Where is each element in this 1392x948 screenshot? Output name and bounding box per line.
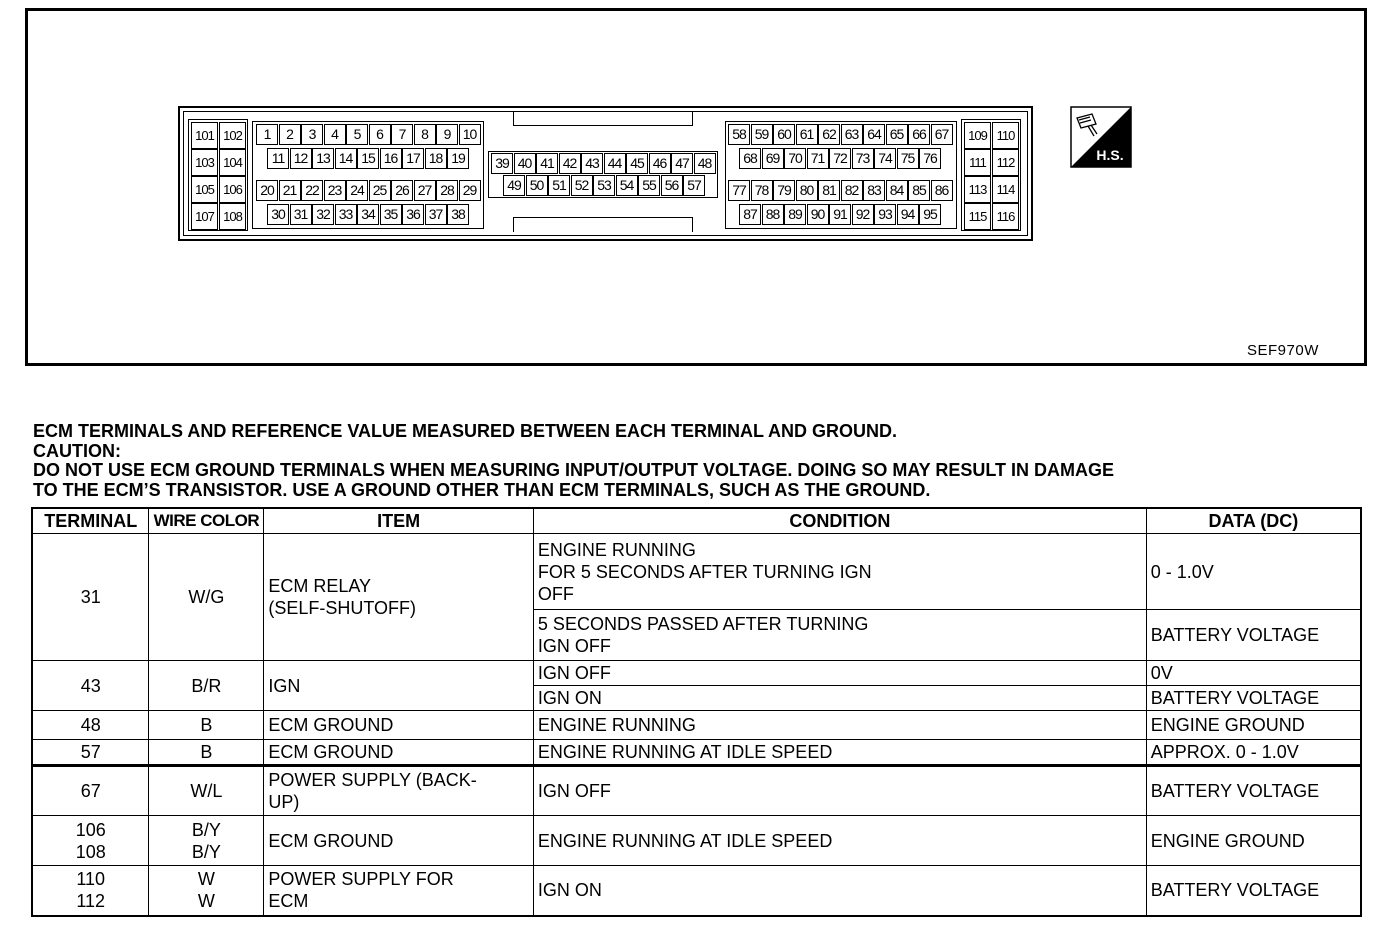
terminal-cell: 48 <box>32 711 149 740</box>
data-cell: 0 - 1.0V <box>1146 534 1361 610</box>
terminal-pin: 42 <box>559 153 581 174</box>
ecm-terminal-table <box>31 507 1362 917</box>
terminal-pin: 87 <box>739 204 761 225</box>
harness-side-icon <box>1070 106 1132 168</box>
hs-label: H.S. <box>1096 147 1124 163</box>
terminal-pin: 50 <box>526 175 548 196</box>
table-row <box>32 740 1361 766</box>
terminal-pin: 64 <box>863 124 885 145</box>
terminal-pin: 62 <box>818 124 840 145</box>
terminal-pin: 86 <box>931 180 953 201</box>
terminal-pin: 90 <box>807 204 829 225</box>
terminal-pin: 3 <box>301 124 323 145</box>
terminal-pin: 16 <box>380 148 402 169</box>
header-wire-color: WIRE COLOR <box>149 508 264 534</box>
terminal-cell: 110 112 <box>32 866 149 916</box>
terminal-pin: 81 <box>818 180 840 201</box>
terminal-pin: 13 <box>312 148 334 169</box>
terminal-pin: 7 <box>391 124 413 145</box>
caution-text-1: DO NOT USE ECM GROUND TERMINALS WHEN MEASURING INPUT/OUTPUT VOLTAGE. DOING SO MAY RESULT IN DAMAGE <box>33 460 1115 480</box>
terminal-pin: 48 <box>694 153 716 174</box>
terminal-pin: 107 <box>191 203 218 230</box>
item-cell: POWER SUPPLY FOR ECM <box>264 866 534 916</box>
terminal-pin: 85 <box>908 180 930 201</box>
data-cell: APPROX. 0 - 1.0V <box>1146 740 1361 766</box>
condition-cell: ENGINE RUNNING <box>533 711 1146 740</box>
terminal-pin: 21 <box>279 180 301 201</box>
condition-cell: IGN ON <box>533 866 1146 916</box>
header-condition: CONDITION <box>533 508 1146 534</box>
terminal-pin: 49 <box>503 175 525 196</box>
terminal-pin: 52 <box>571 175 593 196</box>
terminal-pin: 102 <box>219 122 246 149</box>
terminal-pin: 61 <box>796 124 818 145</box>
terminal-pin: 39 <box>491 153 513 174</box>
terminal-pin: 80 <box>796 180 818 201</box>
terminal-pin: 30 <box>267 204 289 225</box>
terminal-pin: 116 <box>992 203 1019 230</box>
terminal-pin: 35 <box>380 204 402 225</box>
terminal-pin: 58 <box>728 124 750 145</box>
caution-text-2: TO THE ECM’S TRANSISTOR. USE A GROUND OTHER THAN ECM TERMINALS, SUCH AS THE GROUND. <box>33 480 931 500</box>
terminal-pin: 89 <box>784 204 806 225</box>
terminal-pin: 22 <box>301 180 323 201</box>
terminal-pin: 68 <box>739 148 761 169</box>
terminal-pin: 69 <box>762 148 784 169</box>
condition-cell: IGN OFF <box>533 661 1146 686</box>
terminal-pin: 47 <box>671 153 693 174</box>
item-cell: ECM GROUND <box>264 711 534 740</box>
wire-color-cell: B <box>149 740 264 766</box>
terminal-pin: 43 <box>581 153 603 174</box>
terminal-pin: 15 <box>357 148 379 169</box>
terminal-pin: 115 <box>964 203 991 230</box>
terminal-pin: 59 <box>751 124 773 145</box>
terminal-pin: 38 <box>447 204 469 225</box>
terminal-pin: 24 <box>346 180 368 201</box>
terminal-pin: 53 <box>593 175 615 196</box>
terminal-pin: 26 <box>391 180 413 201</box>
connector-key-top <box>513 111 693 126</box>
terminal-pin: 1 <box>256 124 278 145</box>
terminal-pin: 41 <box>536 153 558 174</box>
terminal-pin: 14 <box>335 148 357 169</box>
terminal-pin: 60 <box>773 124 795 145</box>
terminal-pin: 20 <box>256 180 278 201</box>
header-item: ITEM <box>264 508 534 534</box>
data-cell: BATTERY VOLTAGE <box>1146 866 1361 916</box>
condition-cell: IGN ON <box>533 686 1146 711</box>
terminal-pin: 36 <box>402 204 424 225</box>
terminal-pin: 111 <box>964 149 991 176</box>
terminal-pin: 93 <box>874 204 896 225</box>
terminal-pin: 40 <box>514 153 536 174</box>
terminal-pin: 71 <box>807 148 829 169</box>
wire-color-cell: W/G <box>149 534 264 661</box>
condition-cell: ENGINE RUNNING FOR 5 SECONDS AFTER TURNING IGN OFF <box>533 534 1146 610</box>
terminal-pin: 10 <box>459 124 481 145</box>
wire-color-cell: B <box>149 711 264 740</box>
terminal-pin: 82 <box>841 180 863 201</box>
terminal-pin: 84 <box>886 180 908 201</box>
terminal-pin: 12 <box>290 148 312 169</box>
terminal-cell: 43 <box>32 661 149 711</box>
data-cell: BATTERY VOLTAGE <box>1146 686 1361 711</box>
terminal-pin: 18 <box>425 148 447 169</box>
condition-cell: 5 SECONDS PASSED AFTER TURNING IGN OFF <box>533 610 1146 661</box>
terminal-pin: 46 <box>649 153 671 174</box>
terminal-pin: 6 <box>369 124 391 145</box>
terminal-pin: 27 <box>414 180 436 201</box>
wire-color-cell: B/Y B/Y <box>149 816 264 866</box>
condition-cell: ENGINE RUNNING AT IDLE SPEED <box>533 740 1146 766</box>
terminal-pin: 55 <box>638 175 660 196</box>
item-cell: ECM GROUND <box>264 816 534 866</box>
terminal-pin: 109 <box>964 122 991 149</box>
terminal-cell: 106 108 <box>32 816 149 866</box>
terminal-pin: 33 <box>335 204 357 225</box>
wire-color-cell: B/R <box>149 661 264 711</box>
terminal-pin: 95 <box>919 204 941 225</box>
terminal-pin: 66 <box>908 124 930 145</box>
terminal-pin: 56 <box>661 175 683 196</box>
data-cell: 0V <box>1146 661 1361 686</box>
terminal-pin: 37 <box>425 204 447 225</box>
wire-color-cell: W W <box>149 866 264 916</box>
data-cell: ENGINE GROUND <box>1146 816 1361 866</box>
terminal-pin: 106 <box>219 176 246 203</box>
terminal-pin: 79 <box>773 180 795 201</box>
terminal-pin: 28 <box>436 180 458 201</box>
terminal-pin: 92 <box>852 204 874 225</box>
terminal-pin: 19 <box>447 148 469 169</box>
terminal-pin: 2 <box>279 124 301 145</box>
data-cell: ENGINE GROUND <box>1146 711 1361 740</box>
terminal-cell: 57 <box>32 740 149 766</box>
table-row <box>32 766 1361 816</box>
table-row <box>32 534 1361 610</box>
terminal-pin: 83 <box>863 180 885 201</box>
item-cell: POWER SUPPLY (BACK- UP) <box>264 766 534 816</box>
terminal-pin: 113 <box>964 176 991 203</box>
terminal-pin: 5 <box>346 124 368 145</box>
terminal-pin: 112 <box>992 149 1019 176</box>
terminal-pin: 105 <box>191 176 218 203</box>
terminal-pin: 34 <box>357 204 379 225</box>
terminal-pin: 77 <box>728 180 750 201</box>
terminal-pin: 31 <box>290 204 312 225</box>
terminal-pin: 32 <box>312 204 334 225</box>
terminal-cell: 67 <box>32 766 149 816</box>
terminal-pin: 65 <box>886 124 908 145</box>
connector-key-bottom <box>513 217 693 232</box>
terminal-pin: 74 <box>874 148 896 169</box>
data-cell: BATTERY VOLTAGE <box>1146 610 1361 661</box>
terminal-pin: 25 <box>369 180 391 201</box>
terminal-pin: 67 <box>931 124 953 145</box>
terminal-pin: 54 <box>616 175 638 196</box>
terminal-pin: 51 <box>548 175 570 196</box>
table-header-row <box>32 508 1361 534</box>
terminal-pin: 76 <box>919 148 941 169</box>
terminal-pin: 45 <box>626 153 648 174</box>
terminal-pin: 101 <box>191 122 218 149</box>
terminal-pin: 70 <box>784 148 806 169</box>
item-cell: ECM GROUND <box>264 740 534 766</box>
table-row <box>32 711 1361 740</box>
terminal-pin: 29 <box>459 180 481 201</box>
terminal-pin: 8 <box>414 124 436 145</box>
terminal-pin: 9 <box>436 124 458 145</box>
terminal-pin: 104 <box>219 149 246 176</box>
table-row <box>32 866 1361 916</box>
table-row <box>32 661 1361 686</box>
terminal-pin: 11 <box>267 148 289 169</box>
figure-code: SEF970W <box>1247 342 1319 359</box>
terminal-pin: 103 <box>191 149 218 176</box>
table-row <box>32 816 1361 866</box>
terminal-pin: 114 <box>992 176 1019 203</box>
terminal-pin: 91 <box>829 204 851 225</box>
condition-cell: ENGINE RUNNING AT IDLE SPEED <box>533 816 1146 866</box>
wire-color-cell: W/L <box>149 766 264 816</box>
terminal-pin: 17 <box>402 148 424 169</box>
terminal-pin: 63 <box>841 124 863 145</box>
terminal-pin: 44 <box>604 153 626 174</box>
terminal-cell: 31 <box>32 534 149 661</box>
caution-label: CAUTION: <box>33 441 121 461</box>
terminal-pin: 72 <box>829 148 851 169</box>
header-data: DATA (DC) <box>1146 508 1361 534</box>
terminal-pin: 110 <box>992 122 1019 149</box>
terminal-pin: 4 <box>324 124 346 145</box>
terminal-pin: 73 <box>852 148 874 169</box>
header-terminal: TERMINAL <box>32 508 149 534</box>
data-cell: BATTERY VOLTAGE <box>1146 766 1361 816</box>
terminal-pin: 88 <box>762 204 784 225</box>
item-cell: ECM RELAY (SELF-SHUTOFF) <box>264 534 534 661</box>
condition-cell: IGN OFF <box>533 766 1146 816</box>
terminal-pin: 108 <box>219 203 246 230</box>
terminal-pin: 57 <box>683 175 705 196</box>
terminal-pin: 23 <box>324 180 346 201</box>
terminal-pin: 78 <box>751 180 773 201</box>
item-cell: IGN <box>264 661 534 711</box>
heading-title: ECM TERMINALS AND REFERENCE VALUE MEASURED BETWEEN EACH TERMINAL AND GROUND. <box>33 421 898 441</box>
terminal-pin: 75 <box>897 148 919 169</box>
terminal-pin: 94 <box>897 204 919 225</box>
